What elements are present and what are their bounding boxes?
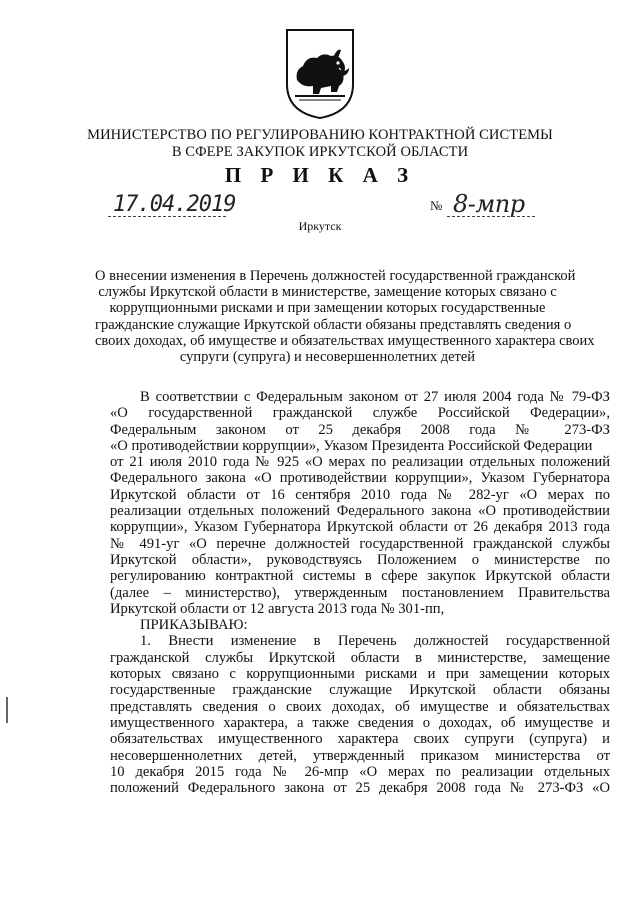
item1-line: которых связано с коррупционными рисками и при замещении которых [110, 666, 610, 683]
body-line: В соответствии с Федеральным законом от 27 июля 2004 года № 79-ФЗ [140, 389, 610, 405]
body-line: Иркутской области от 16 сентября 2010 года № 282-уг «О мерах по [110, 486, 610, 503]
item1-line: гражданской службы Иркутской области в министерстве, замещение [110, 649, 610, 666]
number-underline [447, 216, 535, 218]
subject-line: службы Иркутской области в министерстве, замещение которых связано с [98, 284, 557, 301]
ministry-name-line2: В СФЕРЕ ЗАКУПОК ИРКУТСКОЙ ОБЛАСТИ [171, 144, 469, 160]
subject-line: гражданские служащие Иркутской области обязаны представлять сведения о [95, 316, 572, 333]
order-subject [95, 268, 595, 366]
ministry-name-line1: МИНИСТЕРСТВО ПО РЕГУЛИРОВАНИЮ КОНТРАКТНОЙ СИСТЕМЫ [87, 127, 553, 143]
body-line: «О государственной гражданской службе Российской Федерации», [110, 405, 610, 422]
item1-line: 10 декабря 2015 года № 26-мпр «О мерах по реализации отдельных [110, 763, 610, 780]
body-line: от 21 июля 2010 года № 925 «О мерах по реализации отдельных положений [110, 454, 610, 471]
body-line: № 491-уг «О перечне должностей государственной гражданской службы [110, 535, 610, 552]
subject-line: коррупционными рисками и при замещении которых государственные [109, 300, 546, 317]
date-underline [108, 216, 226, 218]
subject-line: супруги (супруга) и несовершеннолетних детей [179, 349, 476, 366]
order-body [110, 389, 610, 796]
order-date: 17.04.2019 [113, 192, 236, 217]
item1-line: обязательствах имущественного характера своих супруги (супруга) и [110, 731, 610, 748]
item1-line: имущественного характера, а также сведения о доходах, об имуществе и [110, 714, 610, 731]
coat-of-arms-emblem [283, 26, 357, 120]
body-line: (далее – министерство), утвержденным постановлением Правительства [110, 584, 610, 601]
body-line: Иркутской области от 12 августа 2013 года № 301-пп, [110, 600, 445, 617]
order-number: 8-мпр [453, 190, 525, 218]
body-line: Федерального закона «О противодействии коррупции», Указом Губернатора [110, 470, 610, 487]
subject-line: О внесении изменения в Перечень должностей государственной гражданской [95, 268, 576, 284]
item1-line: представлять сведения о своих доходах, об имуществе и обязательствах [110, 698, 610, 715]
item1-line: положений Федерального закона от 25 декабря 2008 года № 273-ФЗ «О [110, 780, 610, 797]
body-line: коррупции», Указом Губернатора Иркутской области от 26 декабря 2013 года [110, 519, 610, 536]
item1-line: несовершеннолетних детей, утвержденный приказом министерства от [110, 747, 610, 764]
body-line: «О противодействии коррупции», Указом Президента Российской Федерации [110, 437, 593, 454]
order-number-prefix: № [430, 198, 443, 213]
order-title: П Р И К А З [224, 163, 416, 187]
item1-line: государственные гражданские служащие Иркутской области обязаны [110, 682, 610, 699]
body-line: Федеральным законом от 25 декабря 2008 года № 273-ФЗ [110, 421, 610, 438]
body-line: Иркутской области», руководствуясь Положением о министерстве по [110, 551, 610, 568]
subject-line: своих доходах, об имуществе и обязательствах имущественного характера своих [95, 332, 595, 349]
body-line: регулированию контрактной системы в сфере закупок Иркутской области [110, 568, 610, 585]
body-line: реализации отдельных положений Федерального закона «О противодействии [110, 503, 610, 520]
decree-word: ПРИКАЗЫВАЮ: [140, 617, 248, 634]
city-name: Иркутск [298, 219, 342, 233]
item1-line: 1. Внести изменение в Перечень должностей государственной [140, 633, 610, 650]
margin-mark [6, 697, 8, 723]
